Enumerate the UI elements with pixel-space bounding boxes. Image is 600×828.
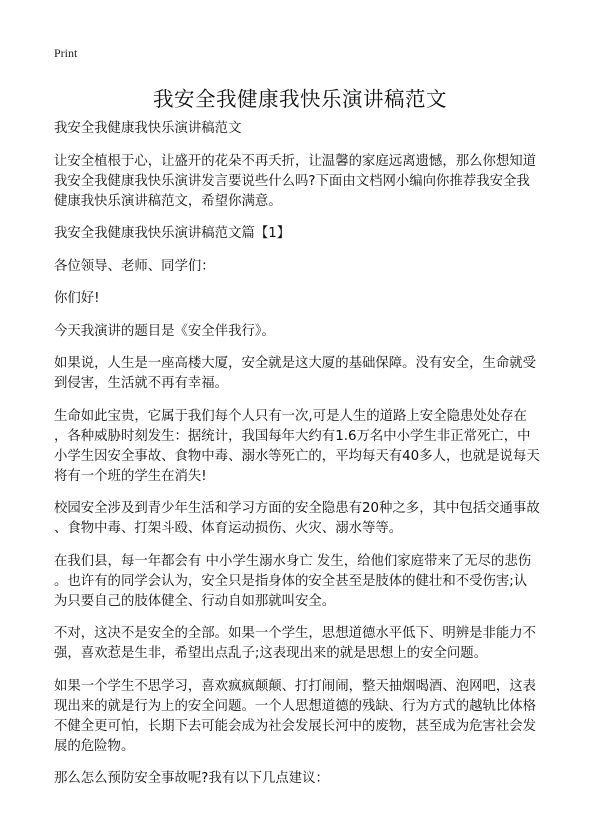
paragraph-line: ，各种威胁时刻发生：据统计，我国每年大约有1.6万名中小学生非正常死亡，中 bbox=[54, 428, 531, 444]
paragraph-line: 小学生因安全事故、食物中毒、溺水等死亡的，平均每天有40多人，也就是说每天 bbox=[54, 448, 540, 464]
paragraph bbox=[54, 322, 554, 342]
paragraph bbox=[54, 499, 554, 539]
paragraph bbox=[54, 224, 554, 244]
paragraph-line: 我安全我健康我快乐演讲稿范文篇【1】 bbox=[54, 226, 291, 241]
paragraph-line: 健康我快乐演讲稿范文，希望你满意。 bbox=[54, 193, 282, 209]
paragraph-line: 不健全更可怕，长期下去可能会成为社会发展长河中的废物，甚至成为危害社会发 bbox=[54, 718, 537, 734]
paragraph-line: 生命如此宝贵，它属于我们每个人只有一次,可是人生的道路上安全隐患处处存在 bbox=[54, 408, 527, 424]
paragraph bbox=[54, 152, 554, 212]
paragraph-line: 。也许有的同学会认为，安全只是指身体的安全甚至是肢体的健壮和不受伤害;认 bbox=[54, 573, 528, 589]
paragraph bbox=[54, 119, 554, 139]
paragraph bbox=[54, 257, 554, 277]
paragraph bbox=[54, 354, 554, 394]
paragraph-line: 今天我演讲的题目是《安全伴我行》。 bbox=[54, 323, 275, 339]
paragraph-line: 为只要自己的肢体健全、行动自如那就叫安全。 bbox=[54, 593, 336, 609]
paragraph-line: 展的危险物。 bbox=[54, 738, 135, 754]
paragraph-line: 让安全植根于心，让盛开的花朵不再夭折，让温馨的家庭远离遗憾，那么你想知道 bbox=[54, 153, 537, 169]
page-title: 我安全我健康我快乐演讲稿范文 bbox=[153, 87, 447, 111]
paragraph bbox=[54, 552, 554, 612]
paragraph bbox=[54, 289, 554, 309]
paragraph-line: 不对，这决不是安全的全部。如果一个学生，思想道德水平低下、明辨是非能力不 bbox=[54, 626, 537, 641]
paragraph-line: 你们好! bbox=[54, 291, 100, 306]
paragraph bbox=[54, 407, 554, 487]
paragraph-line: 那么怎么预防安全事故呢?我有以下几点建议： bbox=[54, 771, 329, 786]
paragraph-line: 如果一个学生不思学习，喜欢疯疯颠颠、打打闹闹，整天抽烟喝酒、泡网吧，这表 bbox=[54, 678, 537, 694]
paragraph bbox=[54, 624, 554, 664]
paragraph-line: 强，喜欢惹是生非，希望出点乱子;这表现出来的就是思想上的安全问题。 bbox=[54, 646, 488, 661]
paragraph-line: 现出来的就是行为上的安全问题。一个人思想道德的残缺、行为方式的越轨比体格 bbox=[54, 698, 537, 714]
paragraph-line: 校园安全涉及到青少年生活和学习方面的安全隐患有20种之多，其中包括交通事故 bbox=[54, 501, 540, 516]
paragraph-line: 将有一个班的学生在消失! bbox=[54, 468, 207, 484]
paragraph-line: 我安全我健康我快乐演讲稿范文 bbox=[54, 121, 242, 136]
paragraph bbox=[54, 769, 554, 789]
paragraph-line: 各位领导、老师、同学们： bbox=[54, 258, 215, 274]
document-body bbox=[54, 119, 554, 802]
print-link[interactable]: Print bbox=[54, 46, 78, 60]
paragraph bbox=[54, 677, 554, 757]
paragraph-line: 、食物中毒、打架斗殴、体育运动损伤、火灾、溺水等等。 bbox=[54, 521, 403, 536]
paragraph-line: 到侵害，生活就不再有幸福。 bbox=[54, 376, 229, 391]
paragraph-line: 如果说，人生是一座高楼大厦，安全就是这大厦的基础保障。没有安全，生命就受 bbox=[54, 356, 537, 371]
paragraph-line: 在我们县，每一年都会有 中小学生溺水身亡 发生，给他们家庭带来了无尽的悲伤 bbox=[54, 553, 532, 569]
paragraph-line: 我安全我健康我快乐演讲发言要说些什么吗?下面由文档网小编向你推荐我安全我 bbox=[54, 173, 530, 189]
